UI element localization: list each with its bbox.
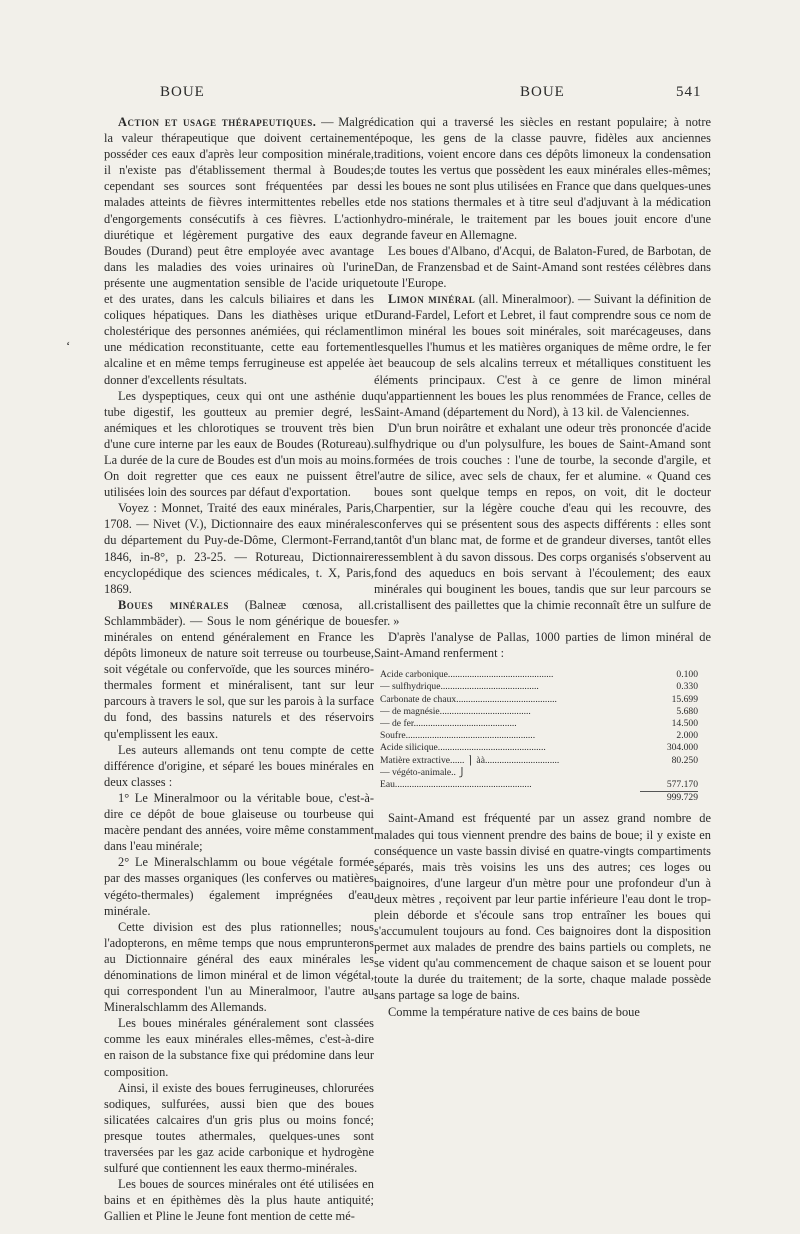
running-head-right: BOUE bbox=[520, 84, 565, 100]
paragraph bbox=[104, 1080, 374, 1177]
table-cell-label: Matière extractive...... ⎫ àà............................... bbox=[380, 754, 560, 766]
paragraph-text: 1° Le Mineralmoor ou la véritable boue, c'est-à-dire ce dépôt de boue glaiseuse ou tourbeuse qui macère pendant des années, voire même constamment dans l'eau minérale; bbox=[104, 790, 374, 854]
paragraph-text: Les dyspeptiques, ceux qui ont une asthénie du tube digestif, les goutteux au premier degré, les anémiques et les chlorotiques se trouvent très bien d'une cure interne par les eaux de Boudes (Rotureau). La durée de la cure de Boudes est d'un mois au moins. On doit regretter que ces eaux ne puissent être utilisées loin des sources par défaut d'exportation. bbox=[104, 388, 374, 500]
entry-heading: Action et usage thérapeutiques. bbox=[118, 115, 317, 129]
paragraph bbox=[374, 243, 711, 291]
table-cell-label: Eau......................................................... bbox=[380, 779, 532, 791]
paragraph bbox=[104, 854, 374, 918]
table-cell-label: Soufre...................................................... bbox=[380, 730, 536, 742]
paragraph bbox=[104, 597, 374, 742]
paragraph bbox=[104, 114, 374, 388]
table-row bbox=[380, 767, 698, 779]
paragraph bbox=[374, 291, 711, 420]
table-cell-value: 5.680 bbox=[676, 705, 698, 717]
table-cell-label bbox=[380, 792, 640, 805]
paragraph-text: dication qui a traversé les siècles en restant populaire; à notre époque, les gens de la classe pauvre, fidèles aux anciennes traditions, voient encore dans ces dépôts limoneux la condensation de toutes les vertus que possèdent les eaux minérales elles-mêmes; si les boues ne sont plus utilisées en France que dans quelques-unes de nos stations thermales et à titre seul d'adjuvant à la médication hydro-minérale, le traitement par les boues jouit encore d'une grande faveur en Allemagne. bbox=[374, 115, 711, 242]
table-row bbox=[380, 755, 698, 767]
table-cell-label: — sulfhydrique......................................... bbox=[380, 681, 539, 693]
margin-mark: ʻ bbox=[66, 338, 71, 353]
paragraph-text: (Balneæ cœnosa, all. Schlammbäder). — Sous le nom générique de boues minérales on entend généralement en France les dépôts limoneux de nature soit terreuse ou tourbeuse, soit végétale ou confervoïde, que les sources minéro-thermales forment et minéralisent, tant sur leur parcours à travers le sol, que sur les parois à la surface du fond, des bassins naturels et des réservoirs qu'emplissent les eaux. bbox=[104, 597, 374, 741]
paragraph-text: D'après l'analyse de Pallas, 1000 parties de limon minéral de Saint-Amand renferment : bbox=[374, 630, 711, 661]
table-row bbox=[380, 718, 698, 730]
table-cell-value: 0.330 bbox=[676, 681, 698, 693]
paragraph bbox=[104, 919, 374, 1016]
paragraph bbox=[104, 742, 374, 790]
paragraph bbox=[374, 629, 711, 661]
table-cell-value: 999.729 bbox=[640, 792, 698, 805]
paragraph-text: — Malgré la valeur thérapeutique que doivent certainement posséder ces eaux d'après leur composition minérale, il n'existe pas d'établissement thermal à Boudes; cependant ses sources sont fréquentées par des malades atteints de fièvres intermittentes rebelles et d'engorgements consécutifs à ces fièvres. L'action diurétique et légèrement purgative des eaux de Boudes (Durand) peut être employée avec avantage dans les maladies des voies urinaires où l'urine présente une augmentation sensible de l'acide urique et des urates, dans les calculs biliaires et dans les coliques hépatiques. Dans les diathèses urique et cholestérique des personnes anémiées, qui réclament une médication reconstituante, cette eau fortement alcaline et en même temps ferrugineuse est appelée à donner d'excellents résultats. bbox=[104, 115, 374, 387]
table-cell-value: 80.250 bbox=[671, 754, 698, 766]
analysis-table bbox=[380, 669, 698, 804]
right-column-lower-text bbox=[374, 810, 711, 1019]
paragraph bbox=[104, 1015, 374, 1079]
paragraph bbox=[104, 1176, 374, 1224]
paragraph-text: Les boues minérales généralement sont classées comme les eaux minérales elles-mêmes, c'est-à-dire en raison de la substance fixe qui prédomine dans leur composition. bbox=[104, 1016, 374, 1079]
page-number: 541 bbox=[676, 84, 702, 100]
paragraph bbox=[374, 420, 711, 629]
table-cell-label: — de fer........................................... bbox=[380, 718, 517, 729]
paragraph-text: Les boues d'Albano, d'Acqui, de Balaton-Fured, de Barbotan, de Dan, de Franzensbad et de Saint-Amand sont restées célèbres dans toute l'Europe. bbox=[374, 243, 711, 290]
table-cell-value bbox=[640, 767, 698, 779]
paragraph-text: Saint-Amand est fréquenté par un assez grand nombre de malades qui tous viennent prendre des bains de boue; il y existe en conséquence un vaste bassin divisé en quatre-vingts compartiments séparés, mais très voisins les uns des autres; ces loges ou baignoires, d'une largeur d'un mètre pour une profondeur d'un à deux mètres , reçoivent par leur partie inférieure l'eau dont le trop-plein déborde et s'écoule sans trop entraîner les boues qui s'accumulent toujours au fond. Ces baignoires dont la disposition permet aux malades de prendre des bains partiels ou complets, ne se vident qu'au commencement de chaque saison et se louent pour toute la durée du traitement; de la sorte, chaque malade possède sans partage sa loge de bains. bbox=[374, 811, 711, 1003]
running-head-left: BOUE bbox=[160, 84, 205, 100]
paragraph-text: Les auteurs allemands ont tenu compte de cette différence d'origine, et séparé les boues minérales en deux classes : bbox=[104, 742, 374, 789]
table-cell-value: 577.170 bbox=[666, 779, 698, 791]
paragraph-text: Ainsi, il existe des boues ferrugineuses, chlorurées sodiques, sulfurées, aussi bien que des boues silicatées calcaires d'un gris plus ou moins foncé; presque toutes athermales, quelques-unes sont traversées par les gaz acide carbonique et hydrogène sulfuré que contiennent les eaux thermo-minérales. bbox=[104, 1080, 374, 1176]
paragraph-text: (all. Mineralmoor). — Suivant la définition de Durand-Fardel, Lefort et Lebret, il faut comprendre sous ce nom de limon minéral les boues soit minérales, soit marécageuses, dans lesquelles l'humus et les matières organiques de même ordre, le fer et beaucoup de sels alcalins terreux et métalliques constituent les éléments principaux. C'est à ce genre de limon minéral qu'appartiennent les boues les plus renommées de France, celles de Saint-Amand (département du Nord), à 13 kil. de Valenciennes. bbox=[374, 292, 711, 419]
table-cell-label: Acide silicique............................................. bbox=[380, 742, 546, 754]
paragraph bbox=[104, 388, 374, 501]
paragraph bbox=[374, 810, 711, 1003]
table-cell-label: Acide carbonique............................................ bbox=[380, 669, 554, 681]
table-row bbox=[380, 694, 698, 706]
left-column bbox=[104, 114, 374, 1224]
table-row bbox=[380, 730, 698, 742]
table-cell-value: 304.000 bbox=[666, 742, 698, 754]
right-column bbox=[374, 114, 711, 1020]
right-column-upper-text bbox=[374, 114, 711, 661]
table-row bbox=[380, 742, 698, 754]
entry-heading: Boues minérales bbox=[118, 597, 229, 612]
paragraph-text: Les boues de sources minérales ont été utilisées en bains et en épithèmes dès la plus haute antiquité; Gallien et Pline le Jeune font mention de cette mé- bbox=[104, 1177, 374, 1224]
table-row bbox=[380, 681, 698, 693]
table-row bbox=[380, 779, 698, 792]
entry-heading: Limon minéral bbox=[388, 292, 476, 307]
paragraph bbox=[104, 500, 374, 597]
table-cell-label: — de magnésie...................................... bbox=[380, 705, 531, 717]
paragraph-text: Comme la température native de ces bains de boue bbox=[388, 1004, 640, 1019]
table-row bbox=[380, 706, 698, 718]
table-row bbox=[380, 792, 698, 805]
table-cell-value: 0.100 bbox=[676, 669, 698, 681]
paragraph bbox=[104, 790, 374, 854]
paragraph-text: Voyez : Monnet, Traité des eaux minérales, Paris, 1708. — Nivet (V.), Dictionnaire des eaux minérales du département du Puy-de-Dôme, Clermont-Ferrand, 1846, in-8°, p. 23-25. — Rotureau, Dictionnaire encyclopédique des sciences médicales, t. X, Paris, 1869. bbox=[104, 501, 374, 596]
table-cell-label: Carbonate de chaux.......................................... bbox=[380, 693, 557, 705]
paragraph bbox=[374, 1004, 711, 1020]
paragraph bbox=[374, 114, 711, 243]
table-cell-value: 14.500 bbox=[671, 718, 698, 729]
paragraph-text: Cette division est des plus rationnelles; nous l'adopterons, en même temps que nous emprunterons au Dictionnaire général des eaux minérales les dénominations de limon minéral et de limon végétal, qui correspondent l'un au Mineralmoor, l'autre au Mineralschlamm des Allemands. bbox=[104, 919, 374, 1015]
table-row bbox=[380, 669, 698, 681]
paragraph-text: D'un brun noirâtre et exhalant une odeur très prononcée d'acide sulfhydrique ou d'un polysulfure, les boues de Saint-Amand sont formées de trois couches : l'une de tourbe, la seconde d'argile, et l'autre de silice, avec sels de chaux, fer et alumine. « Quand ces boues sont quelque temps en repos, on voit, dit le docteur Charpentier, sur la légère couche d'eau qui les recouvre, des conferves qui se présentent sous des aspects différents : elles sont tantôt d'un blanc mat, de forme et de grandeur diverses, tantôt elles ressemblent à du savon dissous. Des corps organisés s'observent au fond des aqueducs en bois servant à l'écoulement; des eaux minérales qui bouginent les boues, tandis que sur leur parcours se cristallisent des paillettes que la chimie reconnaît être un sulfure de fer. » bbox=[374, 420, 711, 628]
paragraph-text: 2° Le Mineralschlamm ou boue végétale formée par des masses organiques (les conferves ou matières végéto-thermales) également imprégnées d'eau minérale. bbox=[104, 855, 374, 918]
table-cell-value: 15.699 bbox=[671, 693, 698, 705]
table-cell-label: — végéto-animale.. ⎭ bbox=[380, 766, 466, 778]
table-cell-value: 2.000 bbox=[676, 730, 698, 742]
